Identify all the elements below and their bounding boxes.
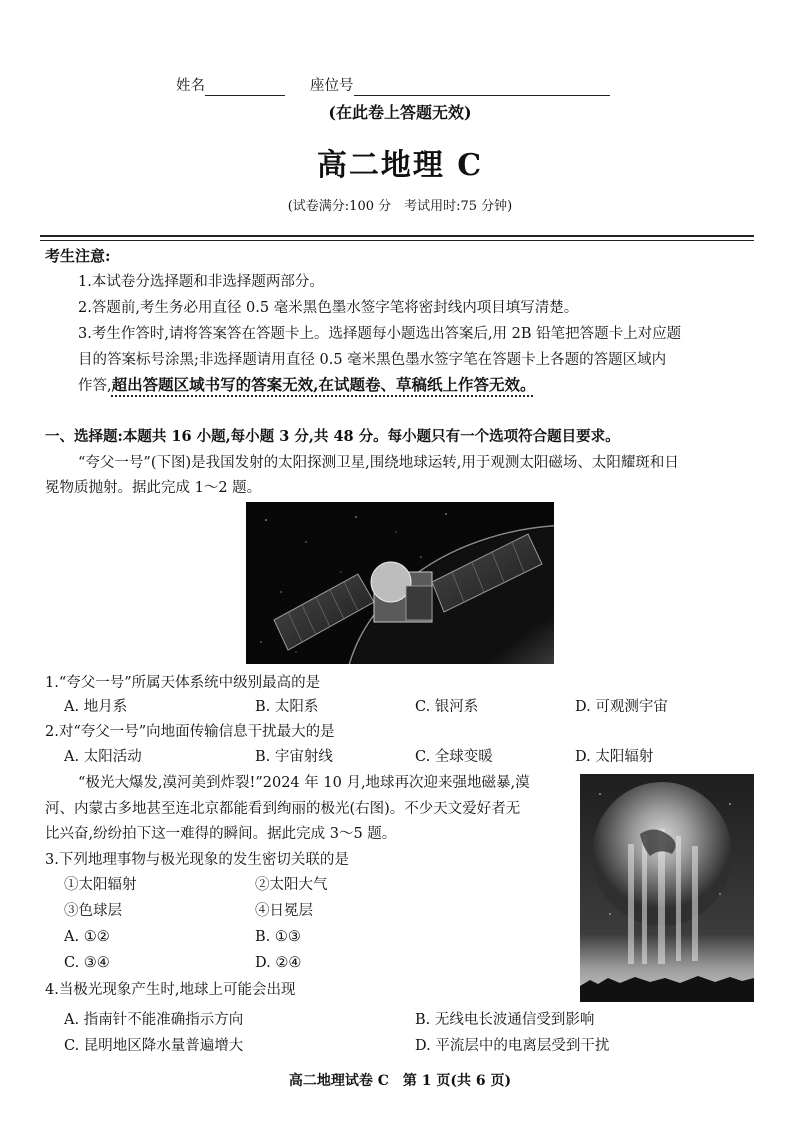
passage2-line-1: “极光大爆发,漠河美到炸裂!”2024 年 10 月,地球再次迎来强地磁暴,漠 — [78, 775, 530, 791]
section-heading: 一、选择题:本题共 16 小题,每小题 3 分,共 48 分。每小题只有一个选项符合题目要求。 — [45, 428, 620, 445]
seat-label: 座位号 — [310, 78, 354, 94]
satellite-illustration — [246, 502, 554, 664]
instruction-item-3-line-2: 目的答案标号涂黑;非选择题请用直径 0.5 毫米黑色墨水签字笔在答题卡上各题的答题区域内 — [78, 352, 667, 368]
q2-option-b: B. 宇宙射线 — [255, 749, 333, 765]
section-intro-line-2: 冕物质抛射。据此完成 1～2 题。 — [45, 480, 262, 496]
aurora-image — [580, 774, 754, 1002]
q3-option-c: C. ③④ — [64, 955, 110, 971]
name-field — [176, 76, 285, 96]
q3-option-a: A. ①② — [64, 929, 110, 945]
q1-option-d: D. 可观测宇宙 — [575, 699, 668, 715]
passage2-line-3: 比兴奋,纷纷拍下这一难得的瞬间。据此完成 3～5 题。 — [45, 826, 397, 842]
instruction-item-1: 1.本试卷分选择题和非选择题两部分。 — [78, 274, 324, 290]
q3-item-2: ②太阳大气 — [255, 877, 328, 893]
q3-option-b: B. ①③ — [255, 929, 301, 945]
q4-option-a: A. 指南针不能准确指示方向 — [64, 1012, 244, 1028]
q4-option-c: C. 昆明地区降水量普遍增大 — [64, 1038, 244, 1054]
q1-option-c: C. 银河系 — [415, 699, 479, 715]
q1-stem: 1.“夸父一号”所属天体系统中级别最高的是 — [45, 675, 321, 691]
satellite-image — [246, 502, 554, 664]
q2-stem: 2.对“夸父一号”向地面传输信息干扰最大的是 — [45, 724, 335, 740]
page-title: 高二地理 C — [316, 148, 484, 183]
page-footer: 高二地理试卷 C 第 1 页(共 6 页) — [288, 1073, 512, 1089]
exam-info: (试卷满分:100 分 考试用时:75 分钟) — [287, 199, 513, 214]
section-intro-line-1: “夸父一号”(下图)是我国发射的太阳探测卫星,围绕地球运转,用于观测太阳磁场、太阳耀斑和日 — [78, 455, 679, 471]
q3-item-4: ④日冕层 — [255, 903, 313, 919]
q1-option-a: A. 地月系 — [64, 699, 128, 715]
name-blank — [205, 80, 285, 96]
instruction-item-3-line-1: 3.考生作答时,请将答案答在答题卡上。选择题每小题选出答案后,用 2B 铅笔把答题卡上对应题 — [78, 326, 682, 342]
q2-option-a: A. 太阳活动 — [64, 749, 142, 765]
passage2-line-2: 河、内蒙古多地甚至连北京都能看到绚丽的极光(右图)。不少天文爱好者无 — [45, 801, 521, 817]
q1-option-b: B. 太阳系 — [255, 699, 319, 715]
name-label: 姓名 — [176, 78, 205, 94]
q3-item-1: ①太阳辐射 — [64, 877, 137, 893]
exam-notice: (在此卷上答题无效) — [328, 103, 472, 122]
instruction-emphasis: 超出答题区域书写的答案无效,在试题卷、草稿纸上作答无效。 — [111, 375, 536, 394]
instructions-heading: 考生注意: — [45, 247, 111, 265]
instruction-item-3-line-3 — [78, 375, 536, 396]
seat-field — [310, 76, 610, 96]
header-rule-bottom — [40, 240, 754, 241]
q2-option-d: D. 太阳辐射 — [575, 749, 654, 765]
q4-stem: 4.当极光现象产生时,地球上可能会出现 — [45, 982, 296, 998]
q4-option-b: B. 无线电长波通信受到影响 — [415, 1012, 595, 1028]
seat-blank — [354, 80, 610, 96]
instruction-item-3-prefix: 作答, — [78, 378, 112, 394]
aurora-illustration — [580, 774, 754, 1002]
q2-option-c: C. 全球变暖 — [415, 749, 493, 765]
q3-stem: 3.下列地理事物与极光现象的发生密切关联的是 — [45, 852, 349, 868]
q4-option-d: D. 平流层中的电离层受到干扰 — [415, 1038, 610, 1054]
instruction-item-2: 2.答题前,考生务必用直径 0.5 毫米黑色墨水签字笔将密封线内项目填写清楚。 — [78, 300, 579, 316]
header-rule-top — [40, 235, 754, 237]
q3-option-d: D. ②④ — [255, 955, 302, 971]
q3-item-3: ③色球层 — [64, 903, 122, 919]
